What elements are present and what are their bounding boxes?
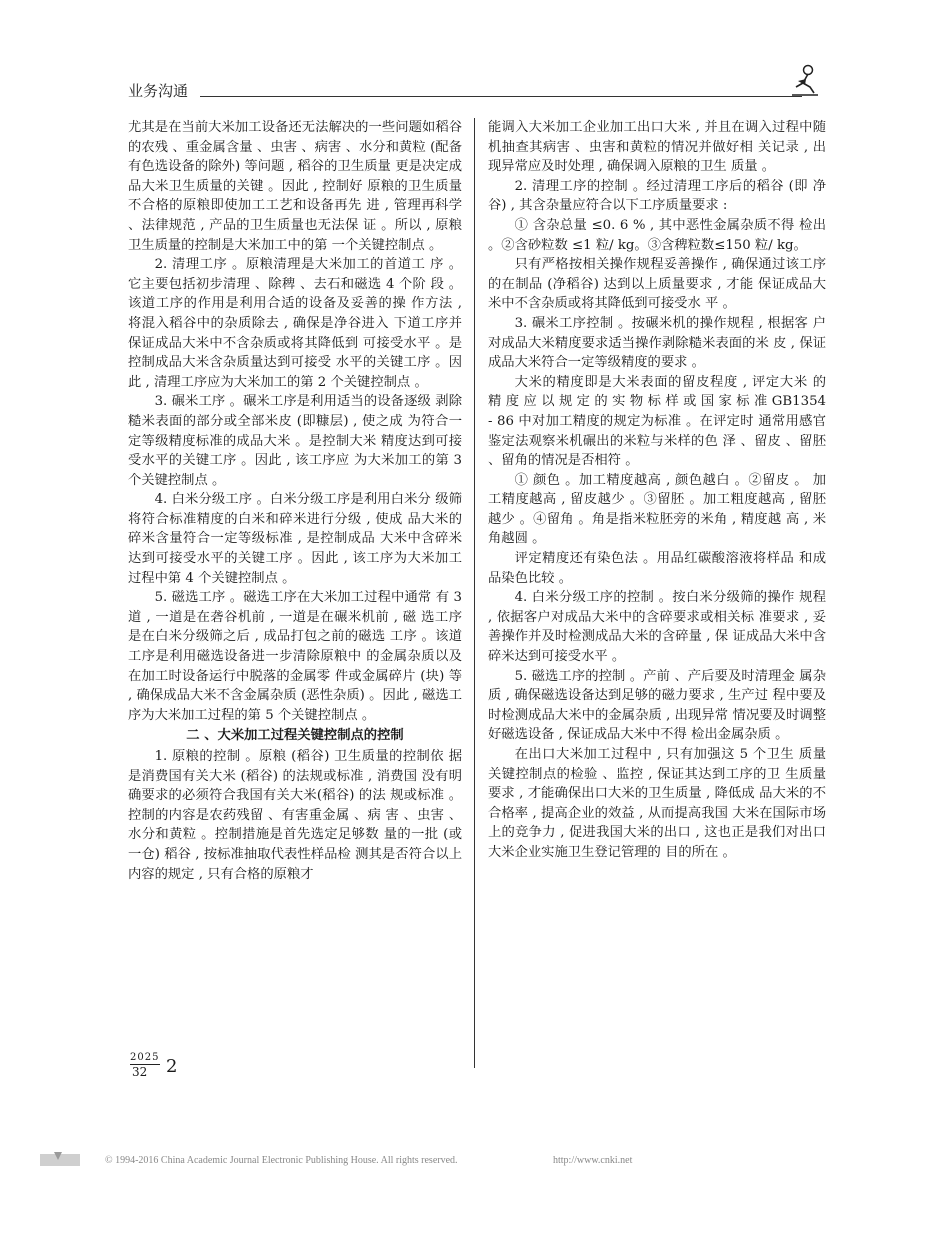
header-rule	[200, 96, 802, 97]
column-divider	[474, 118, 475, 1068]
paragraph: 评定精度还有染色法 。用品红碳酸溶液将样品 和成品染色比较 。	[488, 551, 826, 586]
page-number	[128, 1052, 188, 1082]
right-column	[488, 118, 826, 863]
left-column	[128, 118, 462, 884]
paragraph: 4. 白米分级工序的控制 。按白米分级筛的操作 规程 , 依据客户对成品大米中的含碎要求或相关标 准要求 , 妥善操作并及时检测成品大米的含碎量 , 保 证成品大米中含碎米达到可接受水平 。	[488, 590, 826, 665]
page-issue: 2	[166, 1056, 178, 1077]
paragraph: 5. 磁选工序 。磁选工序在大米加工过程中通常 有 3 道 , 一道是在砻谷机前 , 一道是在碾米机前 , 磁 选工序是在白米分级筛之后 , 成品打包之前的磁选 工序 。该道工序是利用磁选设备进一步清除原粮中 的金属杂质以及在加工时设备运行中脱落的金属零 件或金属碎片 (块) 等 , 确保成品大米不含金属杂质 (恶性杂质) 。因此 , 磁选工序为大米加工过程的第 5 个关键控制点 。	[128, 590, 462, 723]
paragraph: ① 含杂总量 ≤0. 6 % , 其中恶性金属杂质不得 检出 。②含砂粒数 ≤1 粒/ kg。③含稗粒数≤150 粒/ kg。	[488, 217, 826, 253]
section-heading: 二 、大米加工过程关键控制点的控制	[186, 728, 404, 744]
footer-copyright: © 1994-2016 China Academic Journal Electronic Publishing House. All rights reserved.	[105, 1155, 458, 1166]
footer-url[interactable]: http://www.cnki.net	[553, 1155, 633, 1166]
paragraph: 4. 白米分级工序 。白米分级工序是利用白米分 级筛将符合标准精度的白米和碎米进行分级 , 使成 品大米的碎米含量符合一定等级标准 , 是控制成品 大米中含碎米达到可接受水平的关键工序 。因此 , 该工序为大米加工过程中第 4 个关键控制点 。	[128, 492, 462, 586]
paragraph: 能调入大米加工企业加工出口大米 , 并且在调入过程中随机抽查其病害 、虫害和黄粒的情况并做好相 关记录 , 出现异常应及时处理 , 确保调入原粮的卫生 质量 。	[488, 120, 826, 175]
paragraph: 只有严格按相关操作规程妥善操作 , 确保通过该工序的在制品 (净稻谷) 达到以上质量要求 , 才能 保证成品大米中不含杂质或将其降低到可接受水 平 。	[488, 257, 826, 312]
paragraph: 在出口大米加工过程中 , 只有加强这 5 个卫生 质量关键控制点的检验 、监控 , 保证其达到工序的卫 生质量要求 , 才能确保出口大米的卫生质量 , 降低成 品大米的不合格率 , 提高企业的效益 , 从而提高我国 大米在国际市场上的竞争力 , 促进我国大米的出口 , 这也正是我们对出口大米企业实施卫生登记管理的 目的所在 。	[488, 747, 826, 860]
paragraph: 3. 碾米工序控制 。按碾米机的操作规程 , 根据客 户对成品大米精度要求适当操作剥除糙米表面的米 皮 , 保证成品大米符合一定等级精度的要求 。	[488, 315, 826, 371]
publisher-logo-icon	[40, 1150, 80, 1168]
paragraph: 大米的精度即是大米表面的留皮程度 , 评定大米 的 精 度 应 以 规 定 的 实 物 标 样 或 国 家 标 准 GB1354 - 86 中对加工精度的规定为标准 。在评定时 通常用感官鉴定法观察米机碾出的米粒与米样的色 泽 、留皮 、留胚 、留角的情况是否相符 。	[488, 374, 826, 469]
paragraph: 3. 碾米工序 。碾米工序是利用适当的设备逐级 剥除糙米表面的部分或全部米皮 (即糠层) , 使之成 为符合一定等级精度标准的成品大米 。是控制大米 精度达到可接受水平的关键工序 。因此 , 该工序应 为大米加工的第 3 个关键控制点 。	[128, 394, 462, 488]
paragraph: 2. 清理工序 。原粮清理是大米加工的首道工 序 。它主要包括初步清理 、除稗 、去石和磁选 4 个阶 段 。该道工序的作用是利用合适的设备及妥善的操 作方法 , 将混入稻谷中的杂质除去 , 确保是净谷进入 下道工序并保证成品大米中不含杂质或将其降低到 可接受水平 。是控制成品大米含杂质量达到可接受 水平的关键工序 。因此 , 清理工序应为大米加工的第 2 个关键控制点 。	[128, 257, 462, 390]
paragraph: 尤其是在当前大米加工设备还无法解决的一些问题如稻谷的农残 、重金属含量 、虫害 、病害 、水分和黄粒 (配备有色选设备的除外) 等问题 , 稻谷的卫生质量 更是决定成品大米卫生质量的关键 。因此 , 控制好 原粮的卫生质量不合格的原粮即使加工工艺和设备再先 进 , 管理再科学 、法律规范 , 产品的卫生质量也无法保 证 。所以 , 原粮卫生质量的控制是大米加工中的第 一个关键控制点 。	[128, 120, 462, 253]
paragraph: 2. 清理工序的控制 。经过清理工序后的稻谷 (即 净谷) , 其含杂量应符合以下工序质量要求 :	[488, 178, 826, 214]
reading-figure-logo-icon	[788, 63, 820, 99]
paragraph: 5. 磁选工序的控制 。产前 、产后要及时清理金 属杂质 , 确保磁选设备达到足够的磁力要求 , 生产过 程中要及时检测成品大米中的金属杂质 , 出现异常 情况要及时调整好磁选设备 , 保证成品大米中不得 检出金属杂质 。	[488, 668, 826, 743]
page-num: 32	[132, 1065, 148, 1079]
paragraph: 1. 原粮的控制 。原粮 (稻谷) 卫生质量的控制依 据是消费国有关大米 (稻谷) 的法规或标准 , 消费国 没有明确要求的必须符合我国有关大米(稻谷) 的法 规或标准 。控制的内容是农药残留 、有害重金属 、病 害 、虫害 、水分和黄粒 。控制措施是首先选定足够数 量的一批 (或一仓) 稻谷 , 按标准抽取代表性样品检 测其是否符合以上内容的规定 , 只有合格的原粮才	[128, 749, 462, 882]
section-title: 业务沟通	[128, 82, 189, 100]
page-year: 2025	[130, 1052, 160, 1063]
paragraph: ① 颜色 。加工精度越高 , 颜色越白 。②留皮 。 加工精度越高 , 留皮越少 。③留胚 。加工粗度越高 , 留胚越少 。④留角 。角是指米粒胚旁的米角 , 精度越 高 , 米角越圆 。	[488, 472, 826, 547]
